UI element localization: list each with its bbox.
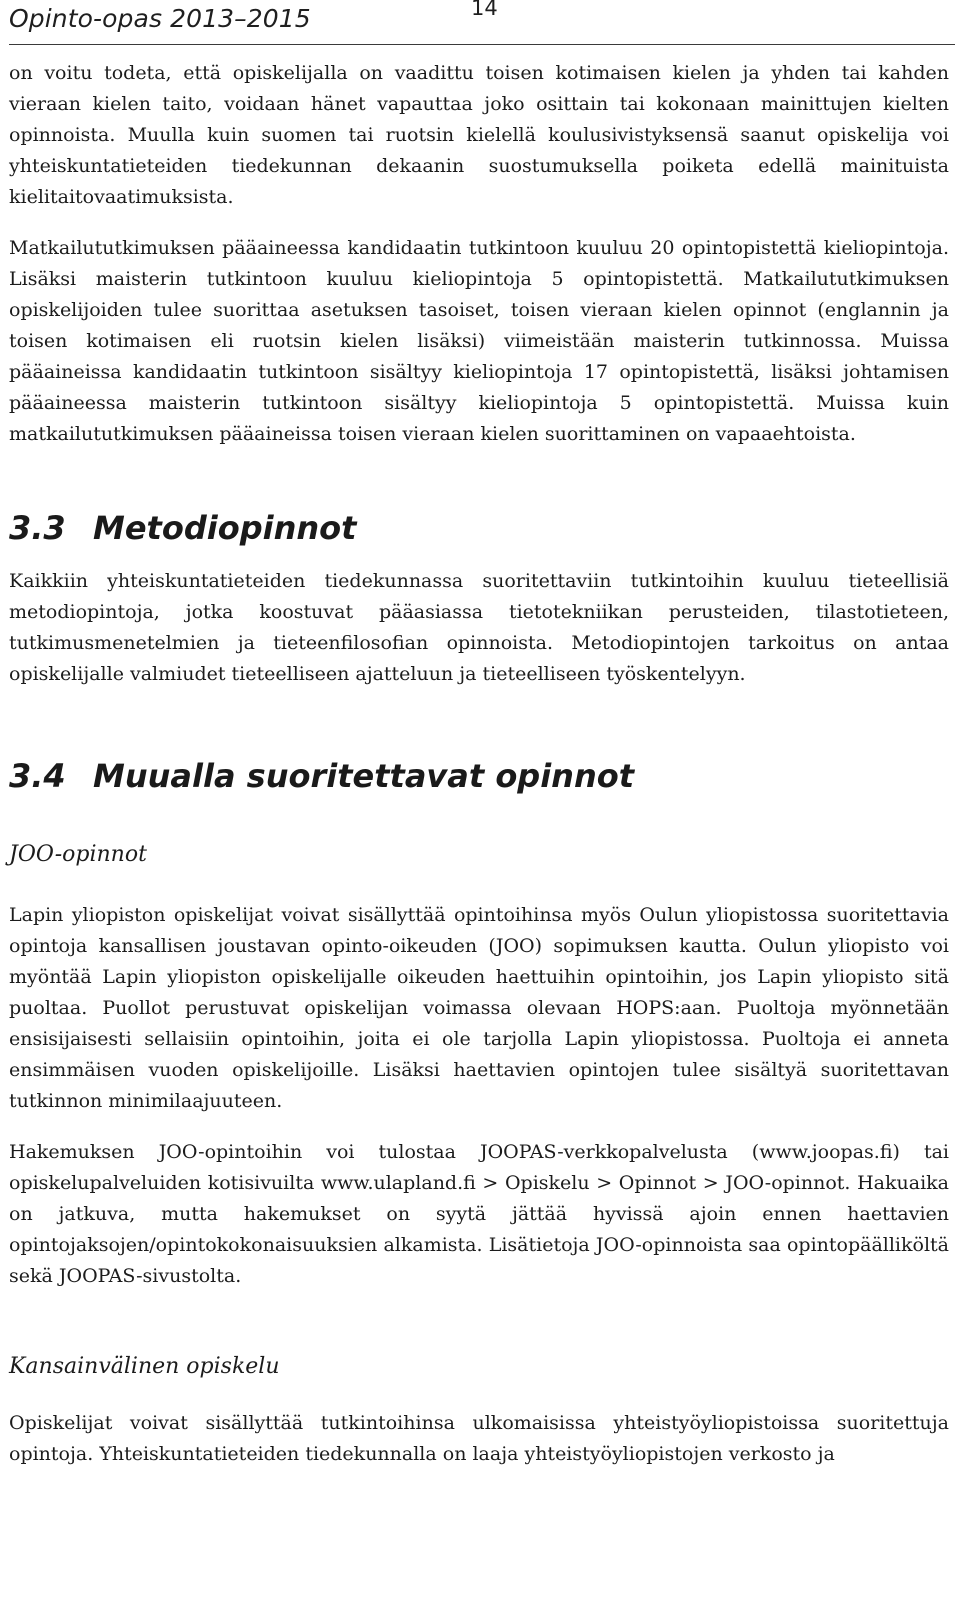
section-title: Metodiopinnot: [93, 509, 357, 547]
section-number: 3.4: [9, 757, 66, 795]
page-header: [9, 0, 955, 45]
running-title: Opinto-opas 2013–2015: [9, 4, 311, 33]
paragraph-international-studies: Opiskelijat voivat sisällyttää tutkintoihinsa ulkomaisissa yhteistyöyliopistoissa suoritettuja opintoja. Yhteiskuntatieteiden tiedekunnalla on laaja yhteistyöyliopistojen verkosto ja: [9, 1412, 949, 1465]
section-heading-3-4: [9, 756, 949, 796]
section-title: Muualla suoritettavat opinnot: [93, 757, 635, 795]
page-body: [9, 58, 949, 1470]
paragraph-method-studies: Kaikkiin yhteiskuntatieteiden tiedekunnassa suoritettaviin tutkintoihin kuuluu tieteellisiä metodiopintoja, jotka koostuvat pääasiassa tietotekniikan perusteiden, tilastotieteen, tutkimusmenetelmien ja tieteenfilosofian opinnoista. Metodiopintojen tarkoitus on antaa opiskelijalle valmiudet tieteelliseen ajatteluun ja tieteelliseen työskentelyyn.: [9, 570, 949, 685]
paragraph-joo-description: Lapin yliopiston opiskelijat voivat sisällyttää opintoihinsa myös Oulun yliopistossa suoritettavia opintoja kansallisen joustavan opinto-oikeuden (JOO) sopimuksen kautta. Oulun yliopisto voi myöntää Lapin yliopiston opiskelijalle oikeuden haettuihin opintoihin, jos Lapin yliopisto sitä puoltaa. Puollot perustuvat opiskelijan voimassa olevaan HOPS:aan. Puoltoja myönnetään ensisijaisesti sellaisiin opintoihin, joita ei ole tarjolla Lapin yliopistossa. Puoltoja ei anneta ensimmäisen vuoden opiskelijoille. Lisäksi haettavien opintojen tulee sisältyä suoritettavan tutkinnon minimilaajuuteen.: [9, 904, 949, 1112]
subheading-joo-studies: JOO-opinnot: [9, 842, 147, 867]
page-number: 14: [471, 0, 498, 20]
section-heading-3-3: [9, 508, 949, 548]
subheading-international-studies: Kansainvälinen opiskelu: [9, 1354, 280, 1379]
paragraph-language-exemption: on voitu todeta, että opiskelijalla on vaadittu toisen kotimaisen kielen ja yhden tai kahden vieraan kielen taito, voidaan hänet vapauttaa joko osittain tai kokonaan mainittujen kielten opinnoista. Muulla kuin suomen tai ruotsin kielellä koulusivistyksensä saanut opiskelija voi yhteiskuntatieteiden tiedekunnan dekaanin suostumuksella poiketa edellä mainituista kielitaitovaatimuksista.: [9, 62, 949, 208]
paragraph-language-credits: Matkailututkimuksen pääaineessa kandidaatin tutkintoon kuuluu 20 opintopistettä kieliopintoja. Lisäksi maisterin tutkintoon kuuluu kieliopintoja 5 opintopistettä. Matkailututkimuksen opiskelijoiden tulee suorittaa asetuksen tasoiset, toisen vieraan kielen opinnot (englannin ja toisen kotimaisen eli ruotsin kielen lisäksi) viimeistään maisterin tutkinnossa. Muissa pääaineissa kandidaatin tutkintoon sisältyy kieliopintoja 17 opintopistettä, lisäksi johtamisen pääaineessa maisterin tutkintoon sisältyy kieliopintoja 5 opintopistettä. Muissa kuin matkailututkimuksen pääaineissa toisen vieraan kielen suorittaminen on vapaaehtoista.: [9, 237, 949, 445]
section-number: 3.3: [9, 509, 66, 547]
paragraph-joo-application: Hakemuksen JOO-opintoihin voi tulostaa JOOPAS-verkkopalvelusta (www.joopas.fi) tai opiskelupalveluiden kotisivuilta www.ulapland.fi > Opiskelu > Opinnot > JOO-opinnot. Hakuaika on jatkuva, mutta hakemukset on syytä jättää hyvissä ajoin ennen haettavien opintojaksojen/opintokokonaisuuksien alkamista. Lisätietoja JOO-opinnoista saa opintopäälliköltä sekä JOOPAS-sivustolta.: [9, 1141, 949, 1287]
